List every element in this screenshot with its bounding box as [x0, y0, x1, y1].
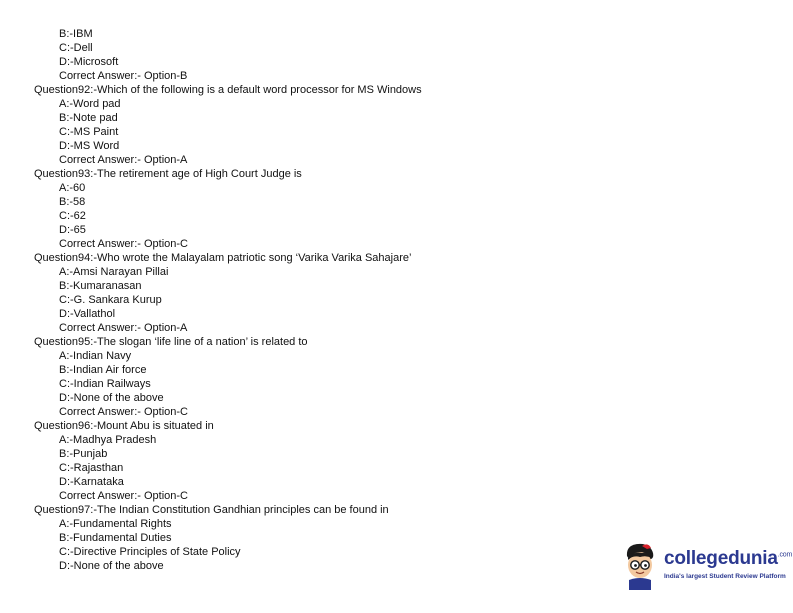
- option-text: C:-Directive Principles of State Policy: [59, 546, 241, 558]
- option-text: B:-Indian Air force: [59, 364, 147, 376]
- option-text: B:-58: [59, 196, 86, 208]
- option-text: D:-Vallathol: [59, 308, 116, 320]
- option-text: B:-Note pad: [59, 112, 118, 124]
- option-text: D:-Karnataka: [59, 476, 124, 488]
- option-text: C:-Rajasthan: [59, 462, 124, 474]
- option-text: D:-65: [59, 224, 86, 236]
- option-text: A:-Amsi Narayan Pillai: [59, 266, 169, 278]
- option-text: D:-None of the above: [59, 560, 164, 572]
- correct-answer-text: Correct Answer:- Option-A: [59, 322, 188, 334]
- question-text: Question96:-Mount Abu is situated in: [34, 420, 214, 432]
- option-text: B:-Fundamental Duties: [59, 532, 172, 544]
- correct-answer-text: Correct Answer:- Option-C: [59, 406, 188, 418]
- question-text: Question92:-Which of the following is a default word processor for MS Windows: [34, 84, 422, 96]
- collegedunia-logo: [620, 540, 793, 590]
- option-text: A:-Word pad: [59, 98, 121, 110]
- option-text: D:-None of the above: [59, 392, 164, 404]
- option-text: C:-62: [59, 210, 86, 222]
- option-text: B:-Punjab: [59, 448, 108, 460]
- correct-answer-text: Correct Answer:- Option-A: [59, 154, 188, 166]
- brand-tagline: India's largest Student Review Platform: [664, 573, 786, 580]
- correct-answer-text: Correct Answer:- Option-C: [59, 490, 188, 502]
- document-body: [34, 27, 754, 573]
- question-text: Question94:-Who wrote the Malayalam patriotic song ‘Varika Varika Sahajare’: [34, 252, 412, 264]
- mascot-icon: [620, 540, 660, 590]
- correct-answer-text: Correct Answer:- Option-C: [59, 238, 188, 250]
- question-text: Question95:-The slogan ‘life line of a nation’ is related to: [34, 336, 308, 348]
- option-text: D:-Microsoft: [59, 56, 119, 68]
- option-text: B:-IBM: [59, 28, 93, 40]
- option-text: A:-Madhya Pradesh: [59, 434, 157, 446]
- option-text: A:-Indian Navy: [59, 350, 132, 362]
- correct-answer-text: Correct Answer:- Option-B: [59, 70, 188, 82]
- option-text: C:-Indian Railways: [59, 378, 151, 390]
- option-text: C:-MS Paint: [59, 126, 119, 138]
- question-text: Question93:-The retirement age of High Court Judge is: [34, 168, 302, 180]
- brand-name: collegedunia$^{.com}$: [664, 548, 793, 569]
- brand-dotcom: .com: [777, 551, 793, 559]
- option-text: A:-Fundamental Rights: [59, 518, 172, 530]
- option-text: D:-MS Word: [59, 140, 120, 152]
- option-text: B:-Kumaranasan: [59, 280, 142, 292]
- option-text: A:-60: [59, 182, 86, 194]
- option-text: C:-Dell: [59, 42, 93, 54]
- option-text: C:-G. Sankara Kurup: [59, 294, 162, 306]
- question-text: Question97:-The Indian Constitution Gandhian principles can be found in: [34, 504, 389, 516]
